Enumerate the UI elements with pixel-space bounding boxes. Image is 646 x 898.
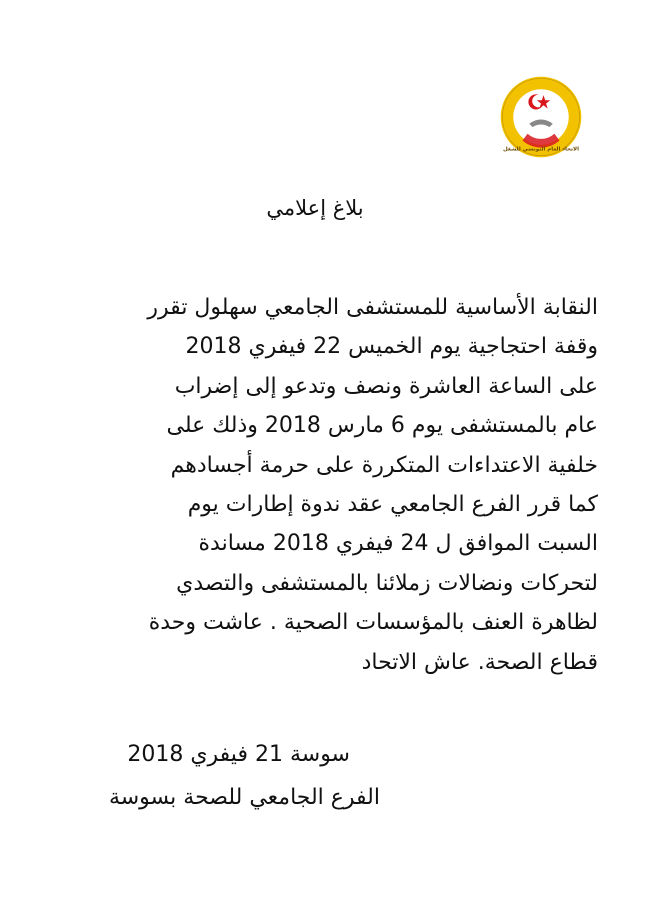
body-line: خلفية الاعتداءات المتكررة على حرمة أجسادهم [170, 452, 598, 478]
date-line: سوسة 21 فيفري 2018 [127, 742, 350, 767]
body-line: كما قرر الفرع الجامعي عقد ندوة إطارات يوم [187, 492, 598, 518]
announcement-body [22, 288, 598, 682]
body-line: لظاهرة العنف بالمؤسسات الصحية . عاشت وحدة [148, 610, 598, 636]
body-line: لتحركات ونضالات زملائنا بالمستشفى والتصدي [176, 570, 598, 596]
body-line: عام بالمستشفى يوم 6 مارس 2018 وذلك على [166, 413, 598, 439]
body-line: قطاع الصحة. عاش الاتحاد [361, 649, 598, 675]
body-line: وقفة احتجاجية يوم الخميس 22 فيفري 2018 [185, 334, 598, 360]
logo-arc-text: الاتحاد العام التونسي للشغل [503, 146, 579, 153]
body-line: النقابة الأساسية للمستشفى الجامعي سهلول تقرر [147, 295, 598, 320]
body-line: على الساعة العاشرة ونصف وتدعو إلى إضراب [174, 373, 598, 399]
body-line: السبت الموافق ل 24 فيفري 2018 مساندة [198, 531, 598, 557]
signature: الفرع الجامعي للصحة بسوسة [108, 785, 380, 810]
union-logo [499, 75, 583, 159]
page-title: بلاغ إعلامي [266, 196, 364, 220]
